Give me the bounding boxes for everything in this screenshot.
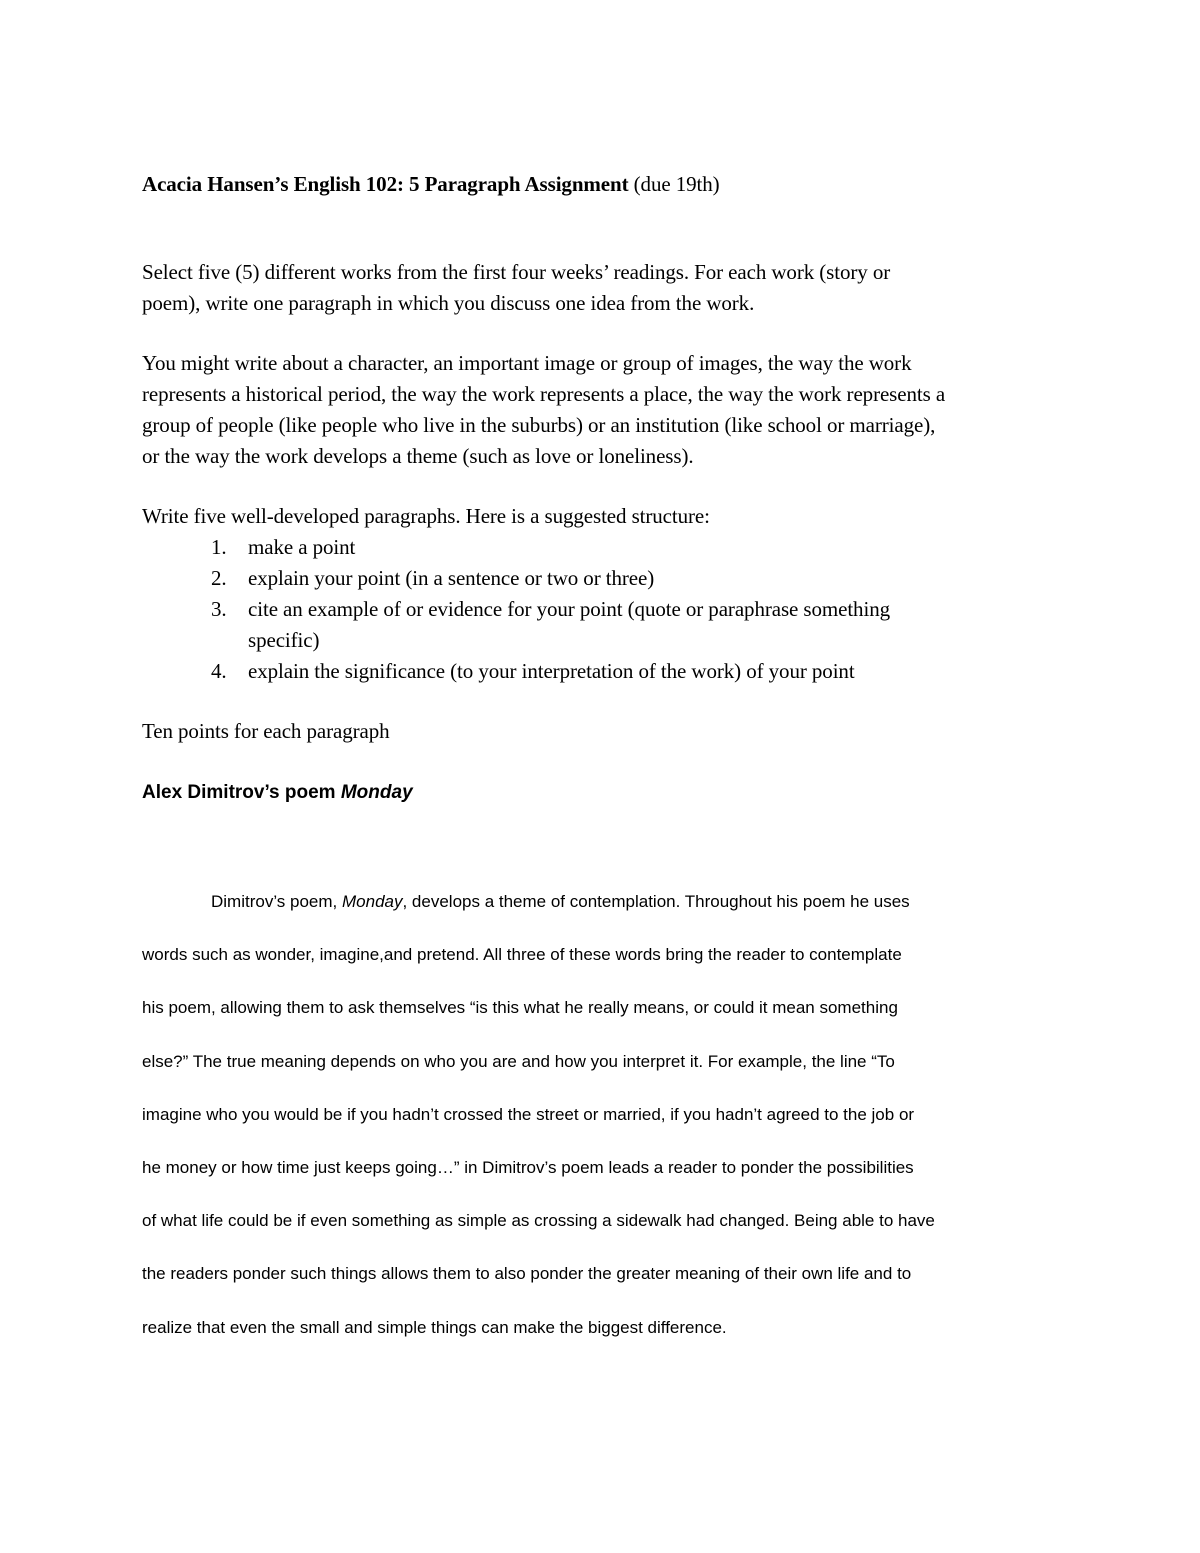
essay-line-text: , develops a theme of contemplation. Throughout his poem he uses: [402, 892, 910, 911]
list-item-text: make a point: [248, 535, 356, 559]
assignment-title-bold: Acacia Hansen’s English 102: 5 Paragraph Assignment: [142, 172, 629, 196]
list-item-number: 2.: [211, 566, 227, 590]
list-item-number: 4.: [211, 659, 227, 683]
topics-paragraph: [142, 348, 945, 472]
essay-line: [142, 875, 935, 928]
intro-line: poem), write one paragraph in which you discuss one idea from the work.: [142, 291, 755, 315]
essay-line: he money or how time just keeps going…” in Dimitrov’s poem leads a reader to ponder the possibilities: [142, 1158, 914, 1178]
essay-line: imagine who you would be if you hadn’t crossed the street or married, if you hadn’t agreed to the job or: [142, 1104, 915, 1124]
points-note-text: Ten points for each paragraph: [142, 719, 390, 743]
topics-line: group of people (like people who live in the suburbs) or an institution (like school or marriage),: [142, 413, 936, 437]
list-item-text: cite an example of or evidence for your point (quote or paraphrase something: [248, 597, 890, 621]
essay-line: the readers ponder such things allows them to also ponder the greater meaning of their own life and to: [142, 1264, 912, 1284]
structure-intro-text: Write five well-developed paragraphs. Here is a suggested structure:: [142, 504, 710, 528]
essay-poem-title: Monday: [342, 892, 403, 911]
topics-line: or the way the work develops a theme (such as love or loneliness).: [142, 444, 694, 468]
essay-line-text: Dimitrov’s poem,: [211, 892, 342, 911]
list-item-number: 1.: [211, 535, 227, 559]
essay-line: words such as wonder, imagine,and pretend. All three of these words bring the reader to contemplate: [142, 945, 902, 965]
essay-heading-title: Monday: [340, 782, 413, 803]
intro-paragraph: [142, 257, 890, 319]
points-note: [142, 716, 390, 747]
structure-intro: [142, 501, 710, 532]
essay-line: of what life could be if even something as simple as crossing a sidewalk had changed. Being able to have: [142, 1211, 935, 1231]
essay-body: [142, 875, 935, 1354]
essay-heading-text: Alex Dimitrov’s poem: [142, 782, 341, 803]
topics-line: You might write about a character, an important image or group of images, the way the work: [142, 351, 912, 375]
assignment-title: [142, 172, 720, 197]
essay-line: his poem, allowing them to ask themselves “is this what he really means, or could it mean something: [142, 998, 898, 1018]
assignment-title-due: (due 19th): [628, 172, 720, 196]
list-item-text: explain your point (in a sentence or two or three): [248, 566, 655, 590]
intro-line: Select five (5) different works from the first four weeks’ readings. For each work (story or: [142, 260, 891, 284]
list-item-text-continued: specific): [248, 628, 320, 652]
topics-line: represents a historical period, the way the work represents a place, the way the work represents a: [142, 382, 946, 406]
essay-line: realize that even the small and simple things can make the biggest difference.: [142, 1317, 727, 1337]
list-item-text: explain the significance (to your interpretation of the work) of your point: [248, 659, 855, 683]
list-item-number: 3.: [211, 597, 227, 621]
essay-line: else?” The true meaning depends on who you are and how you interpret it. For example, the line “To: [142, 1051, 895, 1071]
essay-heading: [142, 782, 413, 804]
